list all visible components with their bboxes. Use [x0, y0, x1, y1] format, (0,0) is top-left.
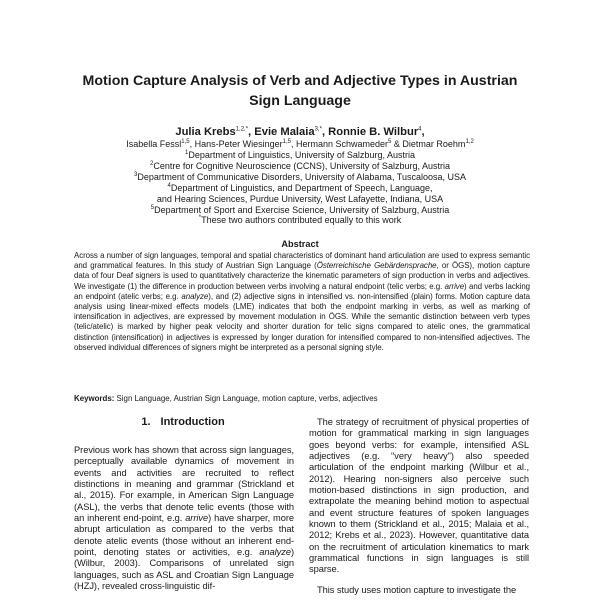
affiliation-line — [60, 205, 540, 216]
body-paragraph — [74, 445, 294, 592]
abstract-text: ) and verbs lacking an endpoint (atelic verbs; e.g. — [74, 281, 530, 301]
affiliation-list — [60, 150, 540, 226]
affiliation-line — [60, 161, 540, 172]
left-column — [74, 445, 294, 592]
abstract-emphasis: arrive — [444, 281, 465, 291]
affiliation-line — [60, 150, 540, 161]
author-affiliation-mark: 1,5 — [181, 139, 190, 145]
body-emphasis: analyze — [259, 547, 291, 558]
keywords — [74, 394, 530, 404]
abstract-heading: Abstract — [281, 239, 319, 249]
coauthor-list: Isabella Fessl$^{1,5}$, Hans-Peter Wiesinger$^{1,5}$, Hermann Schwameder$^5$ & Dietmar Roehm$^{1,2}$ — [126, 139, 474, 149]
author-list: Julia Krebs$^{1,2,*}$, Evie Malaia$^{3,*}$, Ronnie B. Wilbur$^4$, — [175, 126, 425, 138]
abstract-emphasis: analyze — [181, 291, 209, 301]
author-separator: , — [421, 126, 425, 138]
affiliation-mark: 5 — [150, 204, 155, 211]
author-affiliation-mark: 3,* — [314, 126, 322, 133]
abstract-body — [74, 251, 530, 353]
author-name: Julia Krebs — [175, 126, 236, 138]
author-affiliation-mark: 1,2 — [465, 139, 474, 145]
author-name: & Dietmar Roehm — [393, 139, 466, 149]
affiliation-mark: 1 — [185, 150, 189, 156]
abstract-emphasis: Österreichische Gebärdensprache — [316, 261, 437, 271]
author-affiliation-mark: 1,2,* — [235, 126, 249, 133]
abstract-text: ), and (2) adjective signs in intensified vs. non-intensified (plain) forms. Motion capture data analysis using linear-mixed effects models (LME) indicates that both the endpoint marking in verbs, as well as marking of intensification in adjectives, are expressed by movement modulation in ÖGS. While the semantic distinction between verb types (telic/atelic) is marked by higher peak velocity and shorter duration for telic signs compared to atelic ones, the grammatical distinction (intensification) in adjectives is expressed by longer duration for intensified compared to non-intensified adjectives. The observed individual differences of signers might be interpreted as a personal signing style. — [74, 291, 530, 352]
affiliation-text: Department of Linguistics, and Department of Speech, Language, — [170, 182, 433, 193]
affiliation-text: Department of Communicative Disorders, University of Alabama, Tuscaloosa, USA — [137, 171, 466, 182]
section-number: 1. — [141, 416, 151, 428]
abstract-text: , or ÖGS), motion capture data of four Deaf signers is used to quantitatively characterize the kinematic parameters of sign production in verbs and adjectives. We investigate (1) the difference in production between verbs involving a natural endpoint (telic verbs; e.g. — [74, 261, 530, 291]
keywords-label: Keywords: — [74, 394, 115, 403]
abstract-text: Across a number of sign languages, temporal and spatial characteristics of dominant hand articulation are used to express semantic and grammatical features. In this study of Austrian Sign Language ( — [74, 251, 530, 271]
author-name: Isabella Fessl — [126, 139, 182, 149]
affiliation-mark: 3 — [134, 171, 138, 178]
affiliation-line — [60, 172, 540, 183]
keywords-text: Sign Language, Austrian Sign Language, motion capture, verbs, adjectives — [114, 394, 378, 403]
affiliation-text: and Hearing Sciences, Purdue University, West Lafayette, Indiana, USA — [156, 193, 444, 204]
affiliation-mark: 4 — [167, 182, 171, 189]
affiliation-mark: * — [198, 215, 202, 222]
affiliation-text: These two authors contributed equally to this work — [201, 215, 402, 226]
author-affiliation-mark: 1,5 — [282, 139, 291, 145]
body-emphasis: arrive — [185, 513, 209, 524]
author-name: Ronnie B. Wilbur — [328, 126, 419, 138]
body-paragraph: This study uses motion capture to investigate the — [317, 584, 517, 595]
title-line-1: Motion Capture Analysis of Verb and Adjective Types in Austrian — [82, 73, 518, 89]
affiliation-text: Centre for Cognitive Neuroscience (CCNS), University of Salzburg, Austria — [153, 160, 450, 171]
body-paragraph: The strategy of recruitment of physical properties of motion for grammatical marking in sign languages goes beyond verbs: for example, intensified ASL adjectives (e.g. "very heavy") also speeded articulation of the endpoint marking (Wilbur et al., 2012). Hearing non-signers also perceive such motion-based distinctions in sign production, and extrapolate the meaning behind motion to aspectual and event structure features of spoken languages known to them (Strickland et al., 2015; Malaia et al., 2012; Krebs et al., 2023). However, quantitative data on the recruitment of articulation kinematics to mark grammatical functions in sign languages is still sparse. — [309, 417, 529, 575]
body-text: Previous work has shown that across sign languages, perceptually available dynamics of movement in events and activities are recruited to reflect distinctions in meaning and grammar (Strickland et al., 2015). For example, in American Sign Language (ASL), the verbs that denote telic events (those with an inherent end-point, e.g. — [74, 445, 294, 524]
author-affiliation-mark: 5 — [388, 139, 392, 145]
body-text: ) have sharper, more abrupt articulation as compared to the verbs that denote atelic events (those without an inherent end-point, denoting states or activities, e.g. — [74, 513, 295, 558]
affiliation-text: Department of Linguistics, University of Salzburg, Austria — [188, 150, 415, 160]
affiliation-line — [60, 215, 540, 226]
affiliation-mark: 2 — [150, 160, 154, 167]
affiliation-line — [60, 194, 540, 205]
paper-title — [60, 71, 540, 111]
section-title: Introduction — [160, 416, 225, 428]
affiliation-text: Department of Sport and Exercise Science, University of Salzburg, Austria — [154, 204, 450, 215]
author-name: Evie Malaia — [254, 126, 315, 138]
title-line-2: Sign Language — [249, 93, 351, 109]
section-heading — [74, 415, 292, 429]
author-affiliation-mark: 4 — [418, 126, 422, 133]
affiliation-line — [60, 183, 540, 194]
author-name: Hans-Peter Wiesinger — [194, 139, 283, 149]
author-name: Hermann Schwameder — [296, 139, 389, 149]
right-column — [309, 417, 529, 596]
body-text: ) (Wilbur, 2003). Comparisons of unrelated sign languages, such as ASL and Croatian Sign Language (HZJ), revealed cross-linguistic dif- — [74, 547, 294, 592]
